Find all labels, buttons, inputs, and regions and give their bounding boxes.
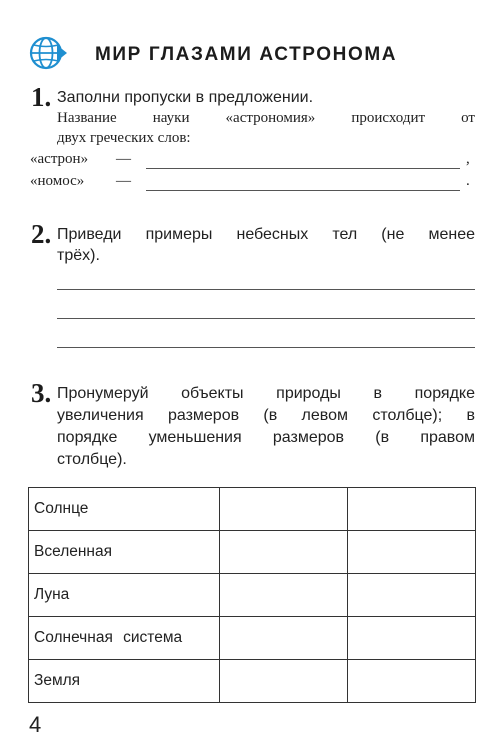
answer-line-1[interactable] xyxy=(57,289,475,290)
task-3-text-line1: Пронумеруй объекты природы в порядке xyxy=(57,385,475,402)
object-name: Луна xyxy=(29,574,220,617)
task-2-text-line1: Приведи примеры небесных тел (не менее xyxy=(57,226,475,243)
decrease-order-cell[interactable] xyxy=(348,531,476,574)
comma-1: , xyxy=(466,151,470,167)
term-nomos: «номос» xyxy=(30,173,85,189)
task-3-text-line2: увеличения размеров (в левом столбце); в xyxy=(57,407,475,424)
answer-line-astron[interactable] xyxy=(146,168,460,169)
dash-2: — xyxy=(116,173,131,189)
task-3-number: 3. xyxy=(31,378,52,408)
task-1-number: 1. xyxy=(31,82,52,112)
decrease-order-cell[interactable] xyxy=(348,574,476,617)
table-row xyxy=(29,660,476,703)
object-name: Солнечная система xyxy=(29,617,220,660)
answer-line-2[interactable] xyxy=(57,318,475,319)
answer-line-nomos[interactable] xyxy=(146,190,460,191)
task-2-text-line2: трёх). xyxy=(57,247,100,264)
globe-arrow-icon xyxy=(27,32,69,74)
task-2-number: 2. xyxy=(31,219,52,249)
task-1-instruction: Заполни пропуски в предложении. xyxy=(57,89,314,106)
increase-order-cell[interactable] xyxy=(220,660,348,703)
dash-1: — xyxy=(116,151,131,167)
task-3-text-line4: столбце). xyxy=(57,451,127,468)
answer-line-3[interactable] xyxy=(57,347,475,348)
object-name: Солнце xyxy=(29,488,220,531)
increase-order-cell[interactable] xyxy=(220,531,348,574)
increase-order-cell[interactable] xyxy=(220,488,348,531)
object-name: Вселенная xyxy=(29,531,220,574)
page-title: МИР ГЛАЗАМИ АСТРОНОМА xyxy=(95,44,398,65)
table-row xyxy=(29,617,476,660)
table-row xyxy=(29,574,476,617)
period-1: . xyxy=(466,173,470,189)
task-3-text-line3: порядке уменьшения размеров (в правом xyxy=(57,429,475,446)
table-row xyxy=(29,531,476,574)
task-1-sentence-line2: двух греческих слов: xyxy=(57,130,191,146)
decrease-order-cell[interactable] xyxy=(348,488,476,531)
objects-table xyxy=(28,487,476,703)
task-1-sentence-line1: Название науки «астрономия» происходит от xyxy=(57,110,475,126)
decrease-order-cell[interactable] xyxy=(348,660,476,703)
increase-order-cell[interactable] xyxy=(220,574,348,617)
increase-order-cell[interactable] xyxy=(220,617,348,660)
table-row xyxy=(29,488,476,531)
page-number: 4 xyxy=(29,712,42,737)
term-astron: «астрон» xyxy=(30,151,89,167)
object-name: Земля xyxy=(29,660,220,703)
decrease-order-cell[interactable] xyxy=(348,617,476,660)
